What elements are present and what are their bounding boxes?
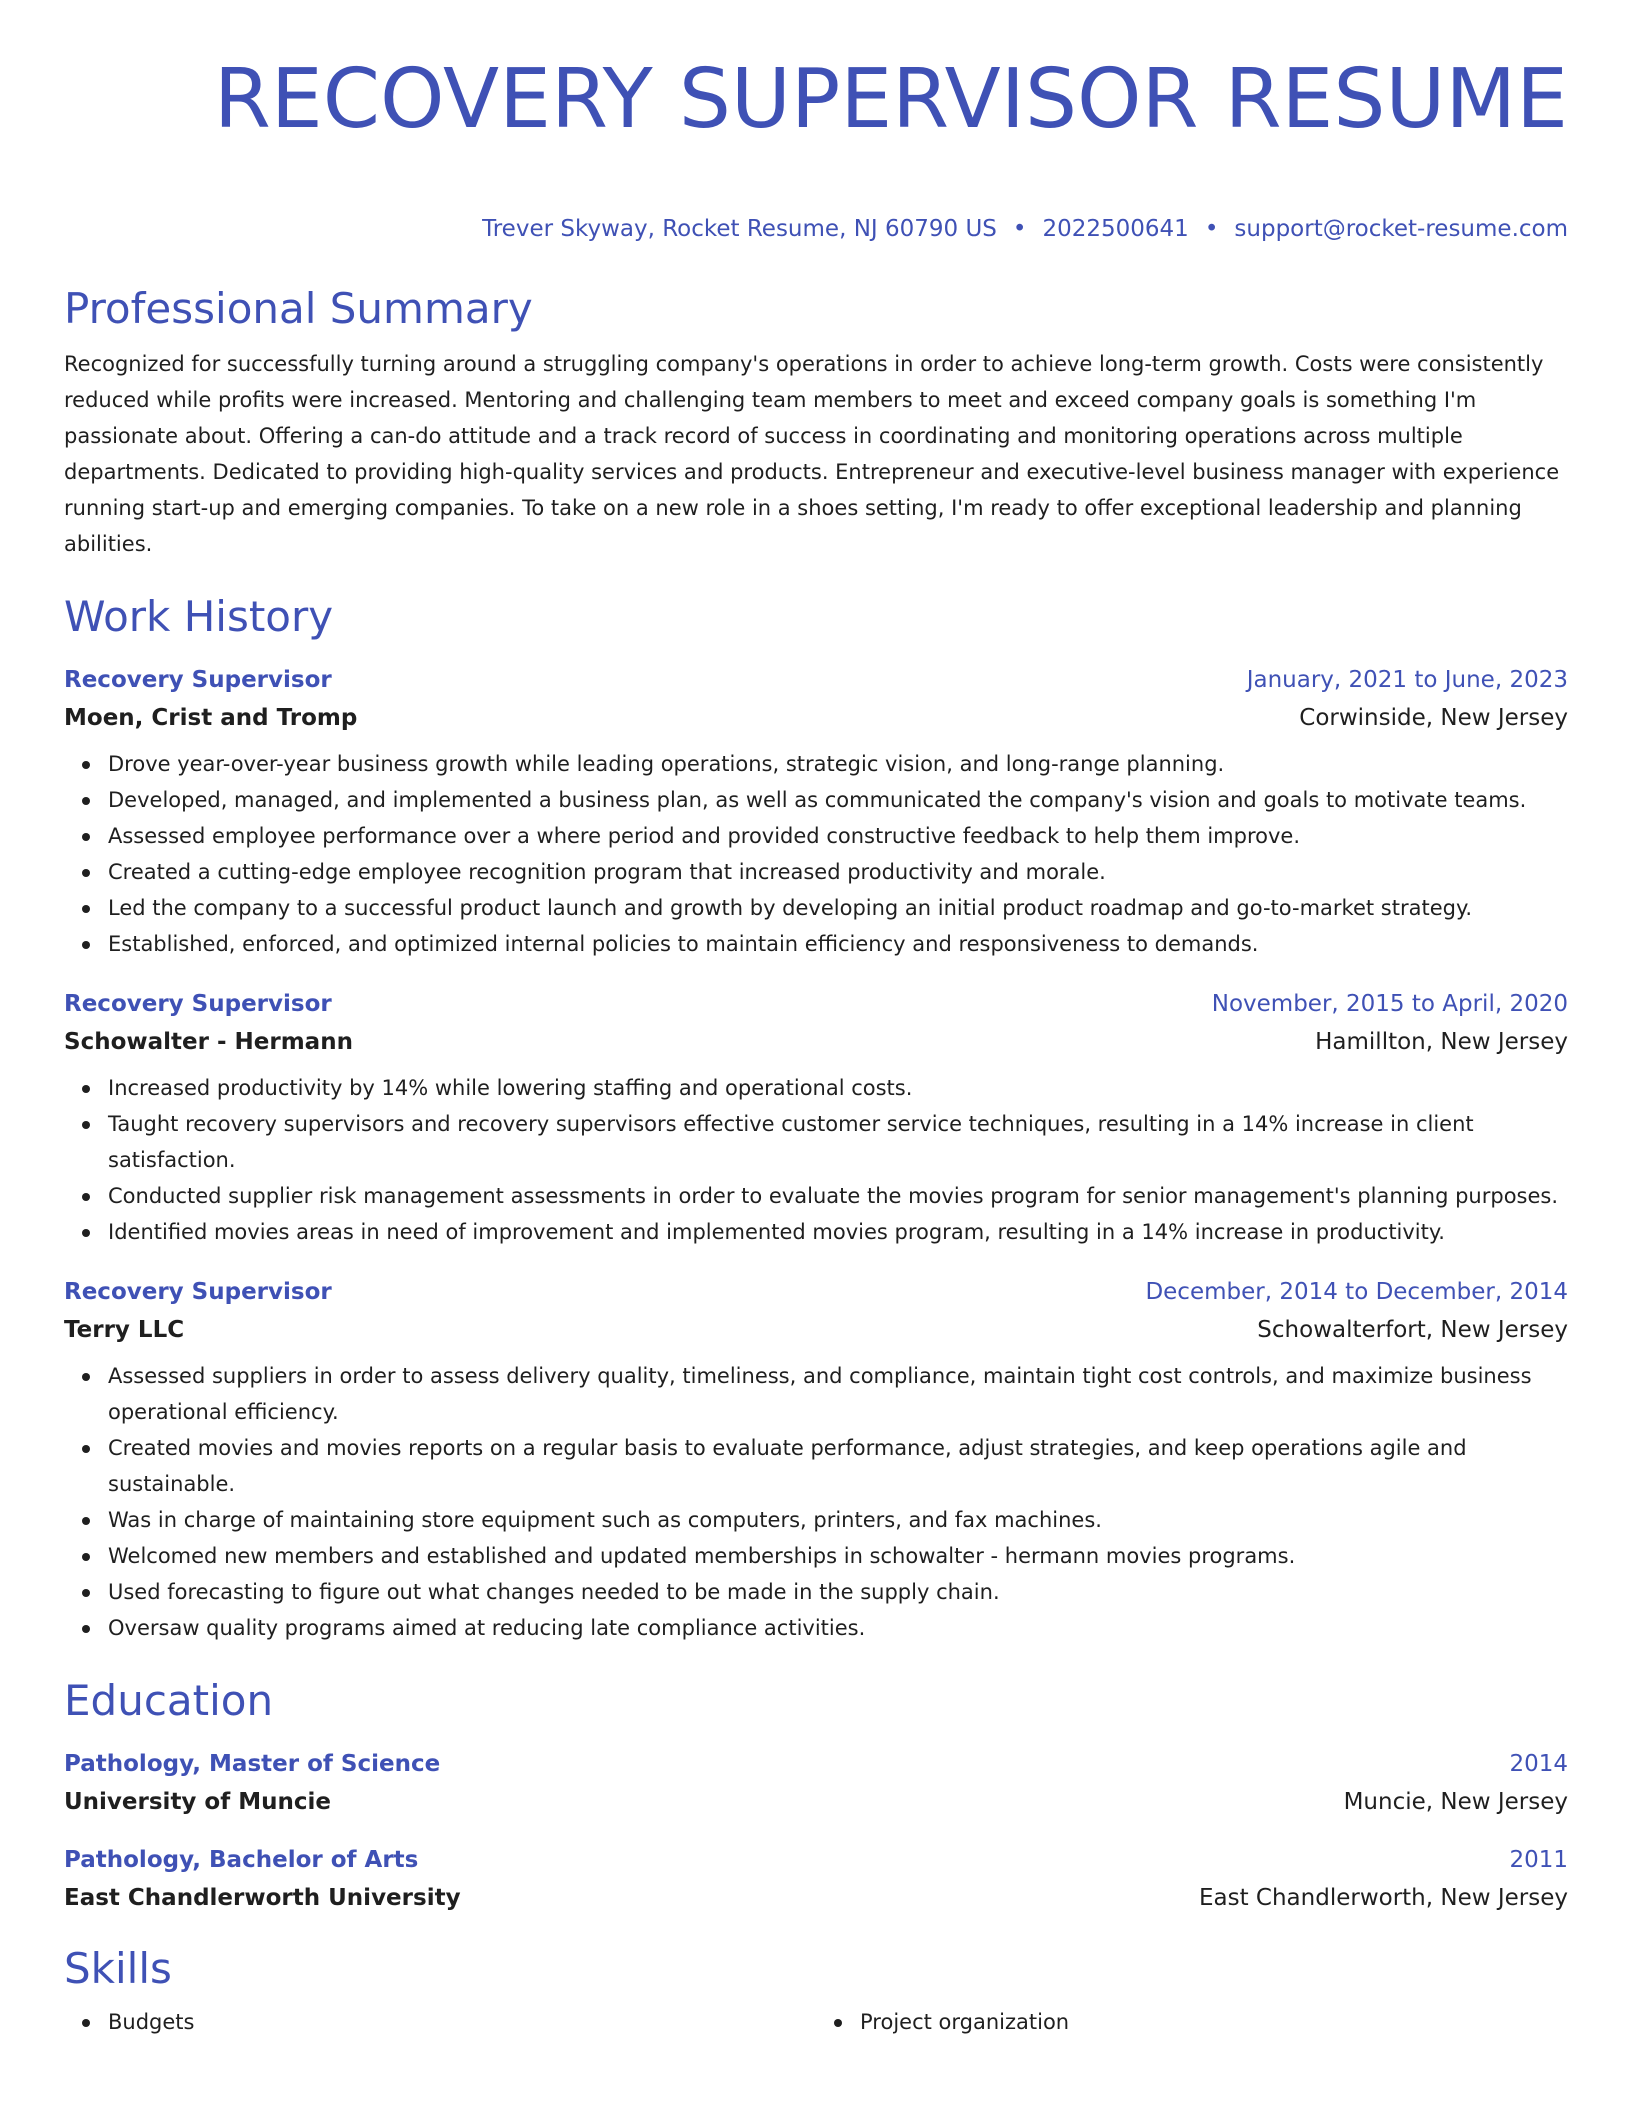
job-bullet: Oversaw quality programs aimed at reducing late compliance activities. xyxy=(108,1610,1568,1646)
skills-heading: Skills xyxy=(64,1944,172,1993)
job-company: Moen, Crist and Tromp xyxy=(64,705,358,731)
job-bullets xyxy=(64,1070,1568,1250)
job-bullet: Identified movies areas in need of improvement and implemented movies program, resulting in a 14% increase in productivity. xyxy=(108,1214,1568,1250)
summary-heading: Professional Summary xyxy=(64,284,533,333)
job-location: Corwinside, New Jersey xyxy=(1299,705,1568,731)
job-company: Schowalter - Hermann xyxy=(64,1029,353,1055)
education-entry xyxy=(64,1844,1568,1914)
education-year: 2014 xyxy=(1509,1751,1568,1777)
education-degree: Pathology, Bachelor of Arts xyxy=(64,1847,419,1873)
job-location: Hamillton, New Jersey xyxy=(1315,1029,1568,1055)
resume-title: RECOVERY SUPERVISOR RESUME xyxy=(213,52,1568,147)
job-bullet: Conducted supplier risk management assessments in order to evaluate the movies program for senior management's planning purposes. xyxy=(108,1178,1568,1214)
job-company: Terry LLC xyxy=(64,1317,185,1343)
education-school: University of Muncie xyxy=(64,1789,332,1815)
education-heading: Education xyxy=(64,1676,274,1725)
education-degree: Pathology, Master of Science xyxy=(64,1751,441,1777)
job-bullet: Established, enforced, and optimized internal policies to maintain efficiency and responsiveness to demands. xyxy=(108,926,1568,962)
job-bullet: Was in charge of maintaining store equipment such as computers, printers, and fax machines. xyxy=(108,1502,1568,1538)
contact-line xyxy=(64,214,1568,244)
job-bullet: Assessed suppliers in order to assess delivery quality, timeliness, and compliance, maintain tight cost controls, and maximize business operational efficiency. xyxy=(108,1358,1568,1430)
job-bullet: Assessed employee performance over a where period and provided constructive feedback to help them improve. xyxy=(108,818,1568,854)
job-title: Recovery Supervisor xyxy=(64,991,332,1017)
job-header xyxy=(64,988,1568,1020)
contact-phone: 2022500641 xyxy=(1042,216,1189,242)
job-dates: January, 2021 to June, 2023 xyxy=(1246,667,1568,693)
job-dates: December, 2014 to December, 2014 xyxy=(1145,1279,1568,1305)
job-bullet: Led the company to a successful product launch and growth by developing an initial product roadmap and go-to-market strategy. xyxy=(108,890,1568,926)
job-company-row xyxy=(64,702,1568,734)
job-entry xyxy=(64,1276,1568,1646)
job-bullet: Welcomed new members and established and updated memberships in schowalter - hermann movies programs. xyxy=(108,1538,1568,1574)
summary-text: Recognized for successfully turning around a struggling company's operations in order to achieve long-term growth. Costs were consistently reduced while profits were increased. Mentoring and challenging team members to meet and exceed company goals is something I'm passionate about. Offering a can-do attitude and a track record of success in coordinating and monitoring operations across multiple departments. Dedicated to providing high-quality services and products. Entrepreneur and executive-level business manager with experience running start-up and emerging companies. To take on a new role in a shoes setting, I'm ready to offer exceptional leadership and planning abilities. xyxy=(64,352,1560,556)
job-bullet: Increased productivity by 14% while lowering staffing and operational costs. xyxy=(108,1070,1568,1106)
contact-email[interactable]: support@rocket-resume.com xyxy=(1234,216,1568,242)
job-bullet: Developed, managed, and implemented a business plan, as well as communicated the company's vision and goals to motivate teams. xyxy=(108,782,1568,818)
job-company-row xyxy=(64,1314,1568,1346)
job-bullet: Taught recovery supervisors and recovery supervisors effective customer service techniques, resulting in a 14% increase in client satisfaction. xyxy=(108,1106,1568,1178)
skill-item: Budgets xyxy=(64,2004,816,2040)
education-school: East Chandlerworth University xyxy=(64,1885,461,1911)
job-entry xyxy=(64,988,1568,1250)
job-bullet: Drove year-over-year business growth while leading operations, strategic vision, and long-range planning. xyxy=(108,746,1568,782)
education-header xyxy=(64,1844,1568,1876)
education-header xyxy=(64,1748,1568,1780)
job-entry xyxy=(64,664,1568,962)
job-bullets xyxy=(64,746,1568,962)
job-bullets xyxy=(64,1358,1568,1646)
job-dates: November, 2015 to April, 2020 xyxy=(1211,991,1568,1017)
education-location: East Chandlerworth, New Jersey xyxy=(1198,1885,1568,1911)
skills-list xyxy=(64,2004,1568,2040)
job-bullet: Created a cutting-edge employee recognition program that increased productivity and morale. xyxy=(108,854,1568,890)
education-school-row xyxy=(64,1786,1568,1818)
job-company-row xyxy=(64,1026,1568,1058)
contact-address: Trever Skyway, Rocket Resume, NJ 60790 US xyxy=(482,216,997,242)
job-location: Schowalterfort, New Jersey xyxy=(1257,1317,1568,1343)
job-header xyxy=(64,1276,1568,1308)
education-year: 2011 xyxy=(1509,1847,1568,1873)
education-entry xyxy=(64,1748,1568,1818)
education-school-row xyxy=(64,1882,1568,1914)
job-bullet: Used forecasting to figure out what changes needed to be made in the supply chain. xyxy=(108,1574,1568,1610)
contact-separator: • xyxy=(1012,216,1027,242)
job-title: Recovery Supervisor xyxy=(64,1279,332,1305)
skill-item: Project organization xyxy=(816,2004,1568,2040)
contact-separator: • xyxy=(1204,216,1219,242)
job-bullet: Created movies and movies reports on a regular basis to evaluate performance, adjust strategies, and keep operations agile and sustainable. xyxy=(108,1430,1568,1502)
job-title: Recovery Supervisor xyxy=(64,667,332,693)
job-header xyxy=(64,664,1568,696)
education-location: Muncie, New Jersey xyxy=(1343,1789,1568,1815)
work-history-heading: Work History xyxy=(64,592,334,641)
